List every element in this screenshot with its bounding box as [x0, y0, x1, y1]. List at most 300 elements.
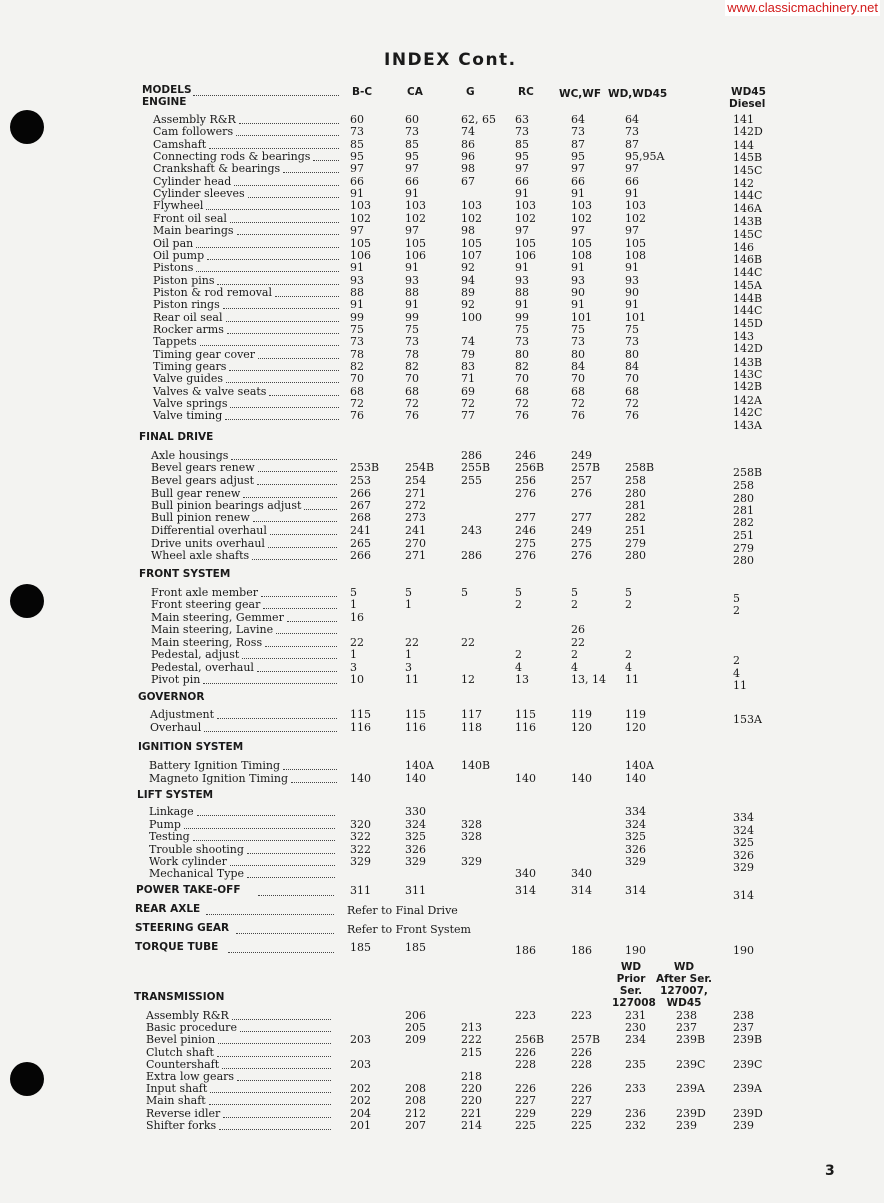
- page-ref-wd: 231: [625, 1009, 646, 1022]
- section-title-ignition: IGNITION SYSTEM: [138, 741, 244, 753]
- index-entry-label: Piston & rod removal: [153, 286, 273, 299]
- page-ref-bc: 320: [350, 818, 371, 831]
- page-ref-wd: 64: [625, 113, 639, 126]
- index-entry-label: Cam followers: [153, 125, 234, 138]
- page-ref-ca: 206: [405, 1009, 426, 1022]
- page-ref-wc: 13, 14: [571, 673, 606, 686]
- page-ref-wc: 108: [571, 249, 592, 262]
- page-ref-wc: 275: [571, 537, 592, 550]
- leader-dots: [237, 225, 339, 235]
- leader-dots: [210, 1083, 331, 1093]
- page-ref-rc: 72: [515, 397, 529, 410]
- page-ref-dsl: 144C: [733, 189, 763, 202]
- index-entry-label: Clutch shaft: [146, 1046, 214, 1059]
- page-ref-rc: 95: [515, 150, 529, 163]
- page-ref-ca: 271: [405, 487, 426, 500]
- page-ref-ca: 73: [405, 125, 419, 138]
- page-ref-rc: 106: [515, 249, 536, 262]
- page-ref-ca: 208: [405, 1094, 426, 1107]
- page-ref-rc: 91: [515, 298, 529, 311]
- page-ref-wc: 84: [571, 360, 585, 373]
- page-ref-rc: 140: [515, 772, 536, 785]
- header-diesel: Diesel: [729, 98, 766, 110]
- page-ref-bc: 322: [350, 830, 371, 843]
- leader-dots: [207, 250, 339, 260]
- page-ref-rc: 85: [515, 138, 529, 151]
- leader-dots: [230, 398, 339, 408]
- index-entry-label: Flywheel: [153, 199, 204, 212]
- page-ref-rc: 97: [515, 162, 529, 175]
- header-wd-prior: 127008: [612, 997, 656, 1009]
- page-ref-g: 77: [461, 409, 475, 422]
- page-ref-dsl: 143C: [733, 368, 763, 381]
- page-ref-bc: 72: [350, 397, 364, 410]
- page-ref-g: 286: [461, 549, 482, 562]
- page-ref-dsl: 237: [733, 1021, 754, 1034]
- page-ref-g: 286: [461, 449, 482, 462]
- page-ref-rc: 340: [515, 867, 536, 880]
- page-ref-bc: 75: [350, 323, 364, 336]
- page-ref-dsl: 190: [733, 944, 754, 957]
- page-ref-wc: 80: [571, 348, 585, 361]
- page-ref-g: 103: [461, 199, 482, 212]
- page-ref-g: 98: [461, 224, 475, 237]
- page-ref-bc: 22: [350, 636, 364, 649]
- header-wd-prior: Prior: [616, 973, 646, 985]
- page-ref-bc: 267: [350, 499, 371, 512]
- page-ref-ca: 97: [405, 162, 419, 175]
- page-ref-wd: 87: [625, 138, 639, 151]
- page-ref-wd: 314: [625, 884, 646, 897]
- page-ref-ca: 91: [405, 298, 419, 311]
- page-ref-dsl: 251: [733, 529, 754, 542]
- page-ref-bc: 78: [350, 348, 364, 361]
- page-ref-wd: 73: [625, 125, 639, 138]
- leader-dots: [247, 868, 335, 878]
- page-ref-ca: 85: [405, 138, 419, 151]
- page-ref-g: 62, 65: [461, 113, 496, 126]
- index-entry-label: Valve springs: [153, 397, 228, 410]
- page-ref-wd: 97: [625, 162, 639, 175]
- header-wd-prior: WD: [620, 961, 642, 973]
- header-wd-prior: Ser.: [619, 985, 643, 997]
- page-ref-bc: 329: [350, 855, 371, 868]
- page-ref-dsl: 2: [733, 604, 740, 617]
- page-ref-bc: 88: [350, 286, 364, 299]
- header-wd-after: 127007,: [660, 985, 708, 997]
- leader-dots: [222, 1059, 331, 1069]
- page-ref-wc: 314: [571, 884, 592, 897]
- page-ref-g: 255B: [461, 461, 491, 474]
- page-ref-g: 214: [461, 1119, 482, 1132]
- index-entry-label: Cylinder sleeves: [153, 187, 245, 200]
- page-ref-ca: 324: [405, 818, 426, 831]
- page-ref-dsl: 141: [733, 113, 754, 126]
- index-entry-label: Battery Ignition Timing: [149, 759, 281, 772]
- page-ref-wc: 223: [571, 1009, 592, 1022]
- page-ref-ca: 330: [405, 805, 426, 818]
- page-ref-wc: 276: [571, 487, 592, 500]
- page-ref-dsl: 4: [733, 667, 740, 680]
- header-bc: B-C: [352, 86, 373, 98]
- page-ref-wd: 72: [625, 397, 639, 410]
- header-models: MODELS: [142, 84, 192, 96]
- leader-dots: [231, 450, 337, 460]
- page-ref-ca: 73: [405, 335, 419, 348]
- page-ref-wd: 5: [625, 586, 632, 599]
- punch-hole: [10, 1062, 44, 1096]
- page-ref-dsl: 145A: [733, 279, 762, 292]
- index-entry-label: Pump: [149, 818, 181, 831]
- page-ref-wd: 232: [625, 1119, 646, 1132]
- index-entry-label: Piston rings: [153, 298, 220, 311]
- leader-dots: [287, 612, 337, 622]
- index-entry-label: Tappets: [153, 335, 197, 348]
- page-ref-wd: 68: [625, 385, 639, 398]
- page-ref-wc: 227: [571, 1094, 592, 1107]
- page-ref-wc: 93: [571, 274, 585, 287]
- page-ref-ca: 72: [405, 397, 419, 410]
- page-ref-g: 83: [461, 360, 475, 373]
- page-ref-bc: 16: [350, 611, 364, 624]
- page-ref-ca: 270: [405, 537, 426, 550]
- page-ref-g: 329: [461, 855, 482, 868]
- page-ref-rc: 66: [515, 175, 529, 188]
- page-ref-g: 215: [461, 1046, 482, 1059]
- page-ref-ca: 66: [405, 175, 419, 188]
- page-ref-rc: 226: [515, 1082, 536, 1095]
- page-ref-wd: 190: [625, 944, 646, 957]
- leader-dots: [223, 299, 339, 309]
- page-ref-ca: 208: [405, 1082, 426, 1095]
- page-ref-wc: 2: [571, 598, 578, 611]
- page-ref-wc: 68: [571, 385, 585, 398]
- page-ref-bc: 322: [350, 843, 371, 856]
- leader-dots: [242, 649, 337, 659]
- page-ref-bc: 68: [350, 385, 364, 398]
- index-entry-label: Countershaft: [146, 1058, 220, 1071]
- page-ref-rc: 225: [515, 1119, 536, 1132]
- page-ref-ca: 91: [405, 261, 419, 274]
- page-ref-bc: 311: [350, 884, 371, 897]
- page-ref-wc: 4: [571, 661, 578, 674]
- index-entry-label: Assembly R&R: [146, 1009, 229, 1022]
- header-wd-after: WD: [673, 961, 695, 973]
- page-ref-wc: 257B: [571, 461, 601, 474]
- page-ref-ca: 60: [405, 113, 419, 126]
- page-ref-wd: 280: [625, 487, 646, 500]
- page-ref-dsl: 145B: [733, 151, 763, 164]
- page-ref-ca: 82: [405, 360, 419, 373]
- page-ref-wc: 95: [571, 150, 585, 163]
- index-entry-label: Front axle member: [151, 586, 258, 599]
- page-ref-wc: 229: [571, 1107, 592, 1120]
- leader-dots: [204, 722, 337, 732]
- page-ref-dsl: 145C: [733, 228, 763, 241]
- page-ref-rc: 276: [515, 549, 536, 562]
- page-ref-g: 22: [461, 636, 475, 649]
- page-ref-bc: 97: [350, 162, 364, 175]
- page-number: 3: [825, 1163, 835, 1179]
- page-ref-dsl: 258B: [733, 466, 763, 479]
- page-ref-dsl: 143: [733, 330, 754, 343]
- page-ref-ca: 325: [405, 830, 426, 843]
- page-ref-wc: 87: [571, 138, 585, 151]
- page-ref-dsl: 145C: [733, 164, 763, 177]
- page-ref-wc: 277: [571, 511, 592, 524]
- page-ref-dsl: 2: [733, 654, 740, 667]
- page-ref-ca: 93: [405, 274, 419, 287]
- leader-dots: [252, 550, 337, 560]
- page-ref-rc: 2: [515, 598, 522, 611]
- index-entry-label: Basic procedure: [146, 1021, 237, 1034]
- index-entry-label: Magneto Ignition Timing: [149, 772, 289, 785]
- page-ref-rc: 91: [515, 261, 529, 274]
- page-ref-bc: 85: [350, 138, 364, 151]
- page-ref-dsl: 5: [733, 592, 740, 605]
- page-ref-g: 5: [461, 586, 468, 599]
- page-ref-wd: 91: [625, 261, 639, 274]
- page-ref-ca: 88: [405, 286, 419, 299]
- leader-dots: [227, 324, 339, 334]
- page-ref-wda: 237: [676, 1021, 697, 1034]
- leader-dots: [203, 674, 337, 684]
- index-entry-label: Piston pins: [153, 274, 215, 287]
- page-ref-rc: 103: [515, 199, 536, 212]
- leader-dots: [184, 819, 335, 829]
- page-ref-wd: 233: [625, 1082, 646, 1095]
- page-ref-dsl: 279: [733, 542, 754, 555]
- page-ref-g: 140B: [461, 759, 491, 772]
- page-ref-g: 105: [461, 237, 482, 250]
- page-ref-wc: 102: [571, 212, 592, 225]
- index-entry-label: Pivot pin: [151, 673, 201, 686]
- page-ref-dsl: 325: [733, 836, 754, 849]
- page-ref-bc: 105: [350, 237, 371, 250]
- page-ref-wc: 120: [571, 721, 592, 734]
- index-entry-label: Work cylinder: [149, 855, 227, 868]
- index-entry-label: Rear oil seal: [153, 311, 223, 324]
- page-ref-bc: 203: [350, 1058, 371, 1071]
- page-ref-wd: 280: [625, 549, 646, 562]
- page-ref-rc: 102: [515, 212, 536, 225]
- page-ref-wd: 324: [625, 818, 646, 831]
- leader-dots: [243, 488, 337, 498]
- index-entry-label: Trouble shooting: [149, 843, 244, 856]
- page-ref-ca: 75: [405, 323, 419, 336]
- leader-dots: [283, 163, 339, 173]
- index-entry-label: Connecting rods & bearings: [153, 150, 311, 163]
- page-ref-rc: 4: [515, 661, 522, 674]
- page-ref-wd: 120: [625, 721, 646, 734]
- page-ref-rc: 5: [515, 586, 522, 599]
- index-entry-label: Valve guides: [153, 372, 224, 385]
- page-ref-wd: 119: [625, 708, 646, 721]
- page-ref-g: 221: [461, 1107, 482, 1120]
- page-ref-dsl: 146: [733, 241, 754, 254]
- leader-dots: [230, 856, 335, 866]
- page-ref-ca: 271: [405, 549, 426, 562]
- index-entry-label: Main steering, Gemmer: [151, 611, 284, 624]
- page-ref-wc: 257B: [571, 1033, 601, 1046]
- leader-dots: [240, 1022, 331, 1032]
- page-ref-rc: 256: [515, 474, 536, 487]
- page-ref-wd: 281: [625, 499, 646, 512]
- page-ref-bc: 91: [350, 261, 364, 274]
- page-ref-dsl: 314: [733, 889, 754, 902]
- index-entry-label: Front oil seal: [153, 212, 227, 225]
- page-ref-dsl: 142B: [733, 380, 763, 393]
- page-ref-bc: 60: [350, 113, 364, 126]
- leader-dots: [209, 139, 339, 149]
- index-entry-label: Shifter forks: [146, 1119, 217, 1132]
- leader-dots: [225, 410, 339, 420]
- page-ref-rc: 276: [515, 487, 536, 500]
- page-ref-ca: 185: [405, 941, 426, 954]
- page-ref-wc: 226: [571, 1082, 592, 1095]
- index-entry-label: Main shaft: [146, 1094, 206, 1107]
- page-ref-wd: 76: [625, 409, 639, 422]
- page-ref-dsl: 143B: [733, 356, 763, 369]
- leader-dots: [217, 275, 339, 285]
- page-ref-bc: 73: [350, 125, 364, 138]
- page-ref-rc: 75: [515, 323, 529, 336]
- page-ref-dsl: 280: [733, 492, 754, 505]
- page-ref-ca: 95: [405, 150, 419, 163]
- page-ref-wd: 140: [625, 772, 646, 785]
- page-ref-wd: 80: [625, 348, 639, 361]
- leader-dots: [248, 188, 339, 198]
- leader-dots: [239, 114, 339, 124]
- leader-dots: [230, 213, 339, 223]
- page-ref-ca: 1: [405, 598, 412, 611]
- page-ref-dsl: 143B: [733, 215, 763, 228]
- page-ref-bc: 97: [350, 224, 364, 237]
- page-ref-wd: 236: [625, 1107, 646, 1120]
- header-wcwf: WC,WF: [559, 88, 602, 100]
- page-ref-dsl: 239A: [733, 1082, 762, 1095]
- page-ref-rc: 76: [515, 409, 529, 422]
- page-ref-wd: 140A: [625, 759, 654, 772]
- page-ref-wd: 91: [625, 187, 639, 200]
- leader-dots: [200, 336, 339, 346]
- page-ref-g: 328: [461, 818, 482, 831]
- page-ref-dsl: 142D: [733, 342, 763, 355]
- page-ref-g: 69: [461, 385, 475, 398]
- index-entry-label: Mechanical Type: [149, 867, 245, 880]
- page-ref-bc: 201: [350, 1119, 371, 1132]
- page-ref-ca: 5: [405, 586, 412, 599]
- page-ref-dsl: 280: [733, 554, 754, 567]
- header-ca: CA: [407, 86, 423, 98]
- header-wd-after: After Ser.: [655, 973, 713, 985]
- index-entry-label: Cylinder head: [153, 175, 232, 188]
- page-ref-rc: 68: [515, 385, 529, 398]
- index-entry-label: Timing gears: [153, 360, 227, 373]
- leader-dots: [265, 637, 337, 647]
- index-entry-label: Differential overhaul: [151, 524, 267, 537]
- page-ref-dsl: 144: [733, 139, 754, 152]
- page-ref-rc: 93: [515, 274, 529, 287]
- watermark: www.classicmachinery.net: [727, 0, 878, 15]
- page-ref-bc: 1: [350, 648, 357, 661]
- page-ref-g: 74: [461, 125, 475, 138]
- page-ref-rc: 91: [515, 187, 529, 200]
- leader-dots: [236, 126, 339, 136]
- leader-dots: [193, 86, 339, 96]
- page-ref-g: 100: [461, 311, 482, 324]
- page-ref-wc: 91: [571, 187, 585, 200]
- index-entry-label: Oil pan: [153, 237, 194, 250]
- page-ref-dsl: 146A: [733, 202, 762, 215]
- page-ref-wc: 228: [571, 1058, 592, 1071]
- page-ref-g: 213: [461, 1021, 482, 1034]
- leader-dots: [291, 773, 337, 783]
- leader-dots: [258, 462, 337, 472]
- page-ref-wc: 140: [571, 772, 592, 785]
- page-ref-wd: 97: [625, 224, 639, 237]
- page-ref-dsl: 239D: [733, 1107, 763, 1120]
- header-engine: ENGINE: [142, 96, 187, 108]
- page-ref-bc: 3: [350, 661, 357, 674]
- index-entry-label: Reverse idler: [146, 1107, 221, 1120]
- page-ref-g: 92: [461, 298, 475, 311]
- leader-dots: [268, 538, 337, 548]
- page-ref-wd: 66: [625, 175, 639, 188]
- page-ref-bc: 1: [350, 598, 357, 611]
- section-title-rear-axle: REAR AXLE: [135, 903, 201, 915]
- page-ref-wc: 91: [571, 261, 585, 274]
- page-ref-wc: 105: [571, 237, 592, 250]
- page-ref-wd: 102: [625, 212, 646, 225]
- leader-dots: [236, 924, 334, 934]
- page-ref-rc: 99: [515, 311, 529, 324]
- page-ref-g: 117: [461, 708, 482, 721]
- page-ref-ca: 1: [405, 648, 412, 661]
- page-ref-bc: 203: [350, 1033, 371, 1046]
- page-ref-g: 79: [461, 348, 475, 361]
- index-entry-label: Bevel gears adjust: [151, 474, 255, 487]
- page-ref-dsl: 145D: [733, 317, 763, 330]
- page-ref-ca: 241: [405, 524, 426, 537]
- page-ref-wc: 22: [571, 636, 585, 649]
- page-ref-rc: 256B: [515, 1033, 545, 1046]
- page-ref-dsl: 334: [733, 811, 754, 824]
- leader-dots: [270, 525, 337, 535]
- page-ref-bc: 253B: [350, 461, 380, 474]
- page-ref-ca: 329: [405, 855, 426, 868]
- page-ref-wd: 258B: [625, 461, 655, 474]
- leader-dots: [209, 1095, 331, 1105]
- page-ref-wd: 95,95A: [625, 150, 665, 163]
- page-ref-g: 86: [461, 138, 475, 151]
- page-ref-wd: 326: [625, 843, 646, 856]
- page-ref-wd: 105: [625, 237, 646, 250]
- page-ref-g: 74: [461, 335, 475, 348]
- page-ref-ca: 140A: [405, 759, 434, 772]
- page-ref-wd: 325: [625, 830, 646, 843]
- index-entry-label: Pistons: [153, 261, 194, 274]
- page-ref-wc: 76: [571, 409, 585, 422]
- index-entry-label: Axle housings: [151, 449, 229, 462]
- index-entry-label: Camshaft: [153, 138, 207, 151]
- page-ref-g: 218: [461, 1070, 482, 1083]
- leader-dots: [263, 599, 337, 609]
- page-ref-wc: 249: [571, 449, 592, 462]
- page-ref-wc: 257: [571, 474, 592, 487]
- index-entry-label: Front steering gear: [151, 598, 261, 611]
- index-entry-label: Oil pump: [153, 249, 205, 262]
